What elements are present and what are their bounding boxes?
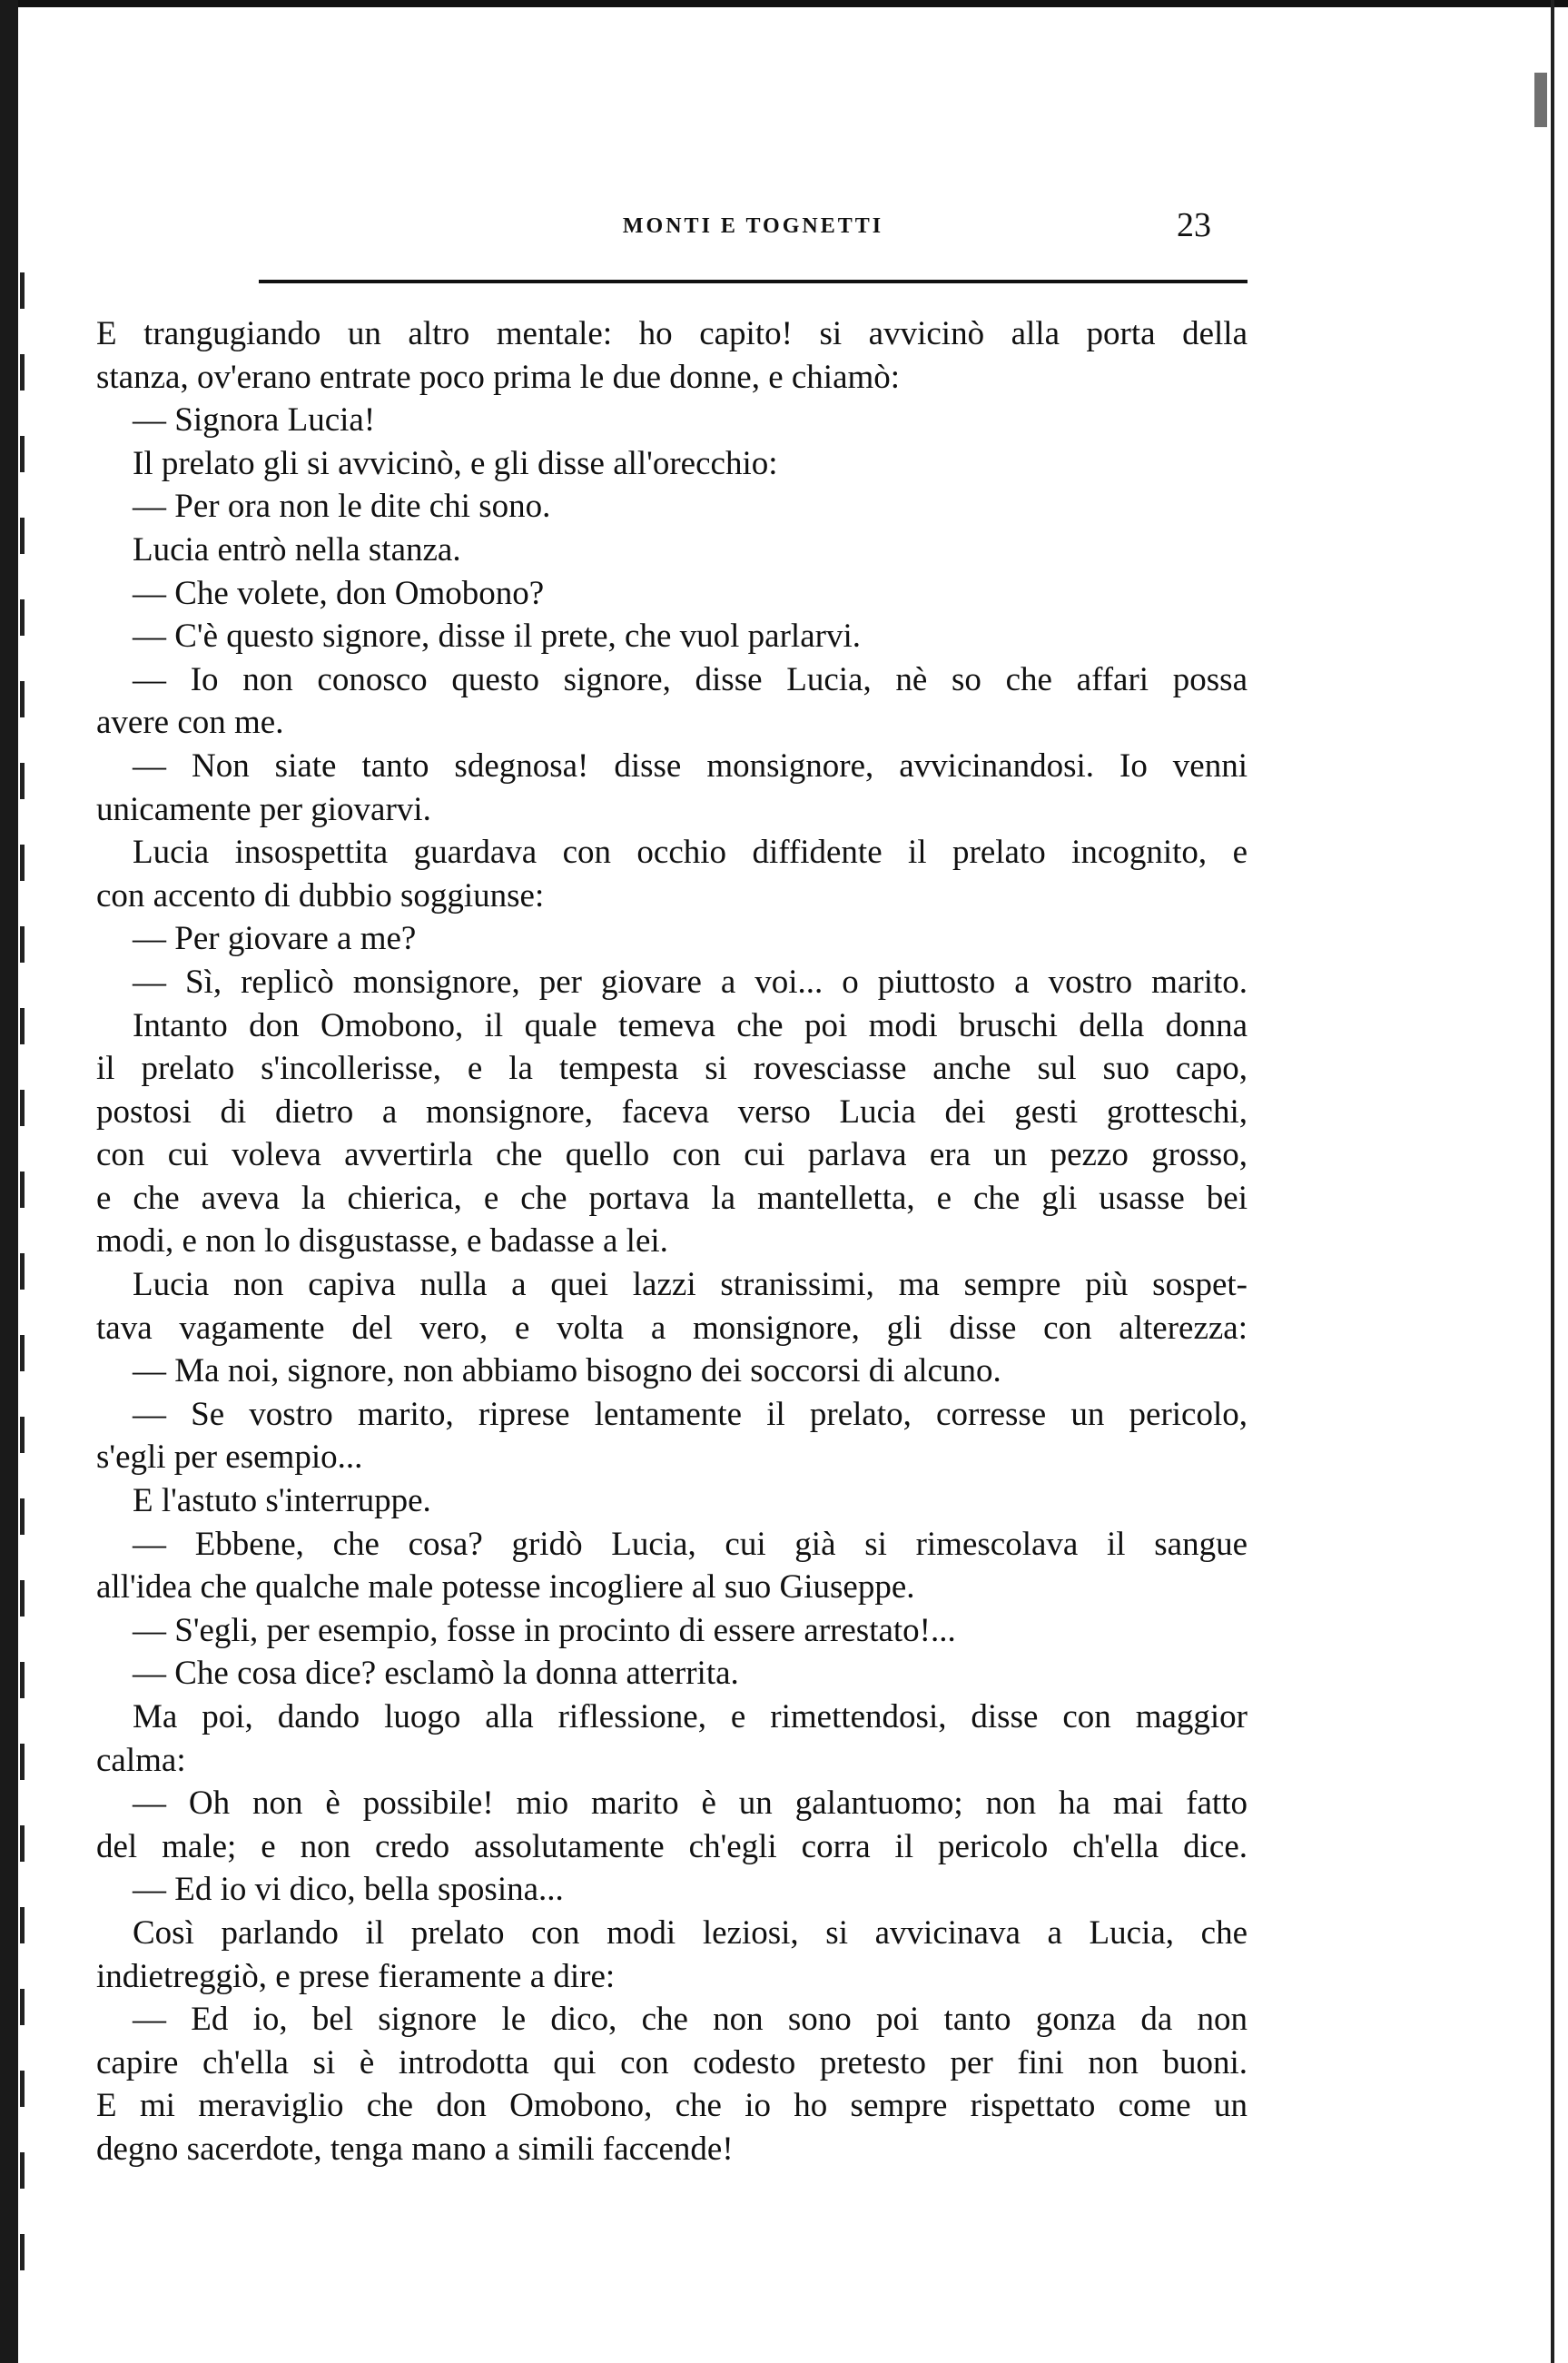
scan-right-border <box>1551 0 1554 2363</box>
text-line: — Ed io, bel signore le dico, che non sono poi tanto gonza da non <box>133 2001 1247 2039</box>
text-line: e che aveva la chierica, e che portava la mantelletta, e che gli usasse bei <box>96 1179 1247 1217</box>
text-line: — Signora Lucia! <box>133 401 376 440</box>
text-line: Lucia insospettita guardava con occhio diffidente il prelato incognito, e <box>133 834 1247 872</box>
scan-top-border <box>0 0 1568 7</box>
text-line: con cui voleva avvertirla che quello con cui parlava era un pezzo grosso, <box>96 1136 1247 1174</box>
text-line: Così parlando il prelato con modi leziosi, si avvicinava a Lucia, che <box>133 1913 1247 1952</box>
text-line: Intanto don Omobono, il quale temeva che poi modi bruschi della donna <box>133 1006 1247 1044</box>
text-line: s'egli per esempio... <box>96 1439 363 1477</box>
text-line: con accento di dubbio soggiunse: <box>96 876 545 915</box>
text-line: — Non siate tanto sdegnosa! disse monsignore, avvicinandosi. Io venni <box>133 746 1247 785</box>
text-line: modi, e non lo disgustasse, e badasse a lei. <box>96 1222 668 1261</box>
text-line: — Io non conosco questo signore, disse Lucia, nè so che affari possa <box>133 660 1247 698</box>
text-line: tava vagamente del vero, e volta a monsignore, gli disse con alterezza: <box>96 1309 1247 1347</box>
page-number: 23 <box>1177 206 1211 244</box>
text-line: degno sacerdote, tenga mano a simili faccende! <box>96 2130 734 2168</box>
scan-left-speckles <box>20 272 25 2316</box>
text-line: — Ma noi, signore, non abbiamo bisogno dei soccorsi di alcuno. <box>133 1352 1001 1390</box>
text-line: il prelato s'incollerisse, e la tempesta si rovesciasse anche sul suo capo, <box>96 1050 1247 1088</box>
text-line: all'idea che qualche male potesse incogliere al suo Giuseppe. <box>96 1568 915 1607</box>
text-line: indietreggiò, e prese fieramente a dire: <box>96 1957 616 1995</box>
text-line: avere con me. <box>96 704 284 742</box>
text-line: — Per ora non le dite chi sono. <box>133 488 551 526</box>
text-line: Lucia entrò nella stanza. <box>133 530 461 569</box>
text-line: — Oh non è possibile! mio marito è un galantuomo; non ha mai fatto <box>133 1785 1247 1823</box>
text-line: — S'egli, per esempio, fosse in procinto di essere arrestato!... <box>133 1611 956 1649</box>
scan-right-speck <box>1534 73 1547 127</box>
text-line: E mi meraviglio che don Omobono, che io ho sempre rispettato come un <box>96 2087 1247 2125</box>
text-line: calma: <box>96 1741 186 1779</box>
text-line: Il prelato gli si avvicinò, e gli disse all'orecchio: <box>133 444 778 482</box>
text-line: unicamente per giovarvi. <box>96 790 431 828</box>
text-line: E trangugiando un altro mentale: ho capito! si avvicinò alla porta della <box>96 315 1247 352</box>
body-text <box>96 312 1247 2171</box>
text-line: — Che volete, don Omobono? <box>133 574 545 612</box>
text-line: — C'è questo signore, disse il prete, che vuol parlarvi. <box>133 618 861 656</box>
text-line: — Che cosa dice? esclamò la donna atterrita. <box>133 1655 739 1693</box>
scan-left-border <box>0 0 18 2363</box>
text-line: capire ch'ella si è introdotta qui con codesto pretesto per fini non buoni. <box>96 2043 1247 2081</box>
text-line: — Per giovare a me? <box>133 920 417 958</box>
text-line: Lucia non capiva nulla a quei lazzi stranissimi, ma sempre più sospet- <box>133 1266 1247 1304</box>
text-line: — Ed io vi dico, bella sposina... <box>133 1871 564 1909</box>
page-header <box>259 205 1247 251</box>
text-line: — Sì, replicò monsignore, per giovare a voi... o piuttosto a vostro marito. <box>133 963 1247 1001</box>
text-line: postosi di dietro a monsignore, faceva verso Lucia dei gesti grotteschi, <box>96 1093 1247 1131</box>
text-line: stanza, ov'erano entrate poco prima le due donne, e chiamò: <box>96 358 901 396</box>
header-rule <box>259 280 1247 283</box>
running-title: MONTI E TOGNETTI <box>622 214 884 238</box>
text-line: — Se vostro marito, riprese lentamente il prelato, corresse un pericolo, <box>133 1395 1247 1433</box>
text-line: del male; e non credo assolutamente ch'egli corra il pericolo ch'ella dice. <box>96 1827 1247 1865</box>
text-line: E l'astuto s'interruppe. <box>133 1482 431 1520</box>
text-line: — Ebbene, che cosa? gridò Lucia, cui già si rimescolava il sangue <box>133 1525 1247 1563</box>
text-line: Ma poi, dando luogo alla riflessione, e rimettendosi, disse con maggior <box>133 1698 1247 1735</box>
